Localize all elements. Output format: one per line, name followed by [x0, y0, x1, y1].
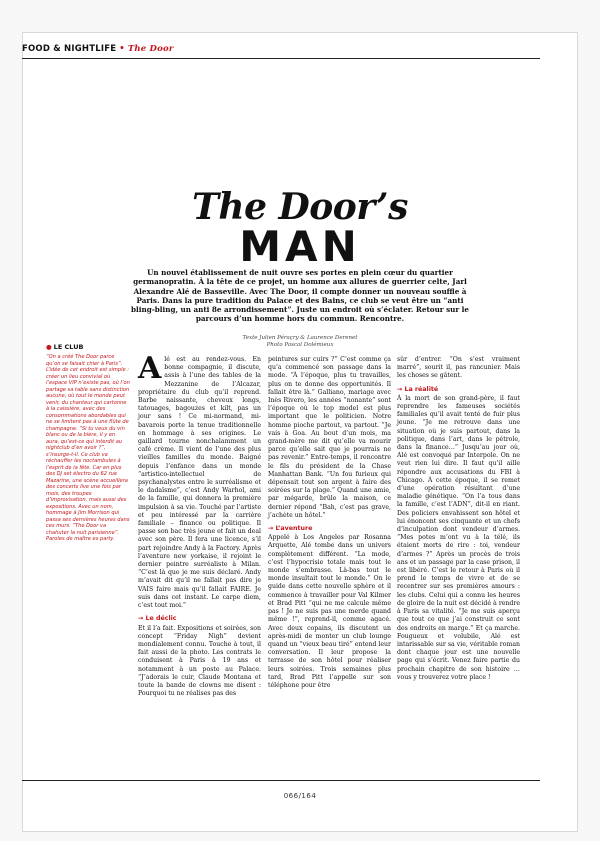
- article-column-2: [268, 356, 391, 690]
- subheading-declic: → Le déclic: [138, 615, 177, 623]
- footer-rule: [22, 780, 540, 781]
- page-number: 066/164: [283, 792, 317, 800]
- section-header: [22, 44, 174, 54]
- column-3-para-1: sûr d’entrer. “On s’est vraiment marré”, sourit il, pas rancunier. Mais les choses se gâtent.: [397, 356, 520, 380]
- header-separator: •: [119, 44, 125, 54]
- sidebar-heading: [46, 343, 130, 351]
- title-line-2: MAN: [239, 222, 361, 271]
- column-1-para-1: lé est au rendez-vous. En bonne compagnie, il discute, assis à l’une des tables de la Mezzanine de l’Alcazar, propriétaire du club qu’il reprend. Barbe naissante, cheveux longs, tatouages, bagouzes et kilt, pas un jour sans ! Ce mi-normand, mi-bavarois porte la tenue traditionnelle en hommage à ses origines. Le gaillard tourne nonchalamment un café crème. Il vient de l’une des plus vieilles familles du monde. Baigné depuis l’enfance dans un monde “artistico-intellectuel de psychanalystes entre le surréalisme et le dadaïsme”, c’est Andy Warhol, ami de la famille, qui donnera la première impulsion à sa vie. Touché par l’artiste et peu intéressé par la carrière familiale – finance ou politique. Il passe son bac très jeune et fait un deal avec son père. Il fera une licence, s’il part rejoindre Andy à la Factory. Après l’aventure new yorkaise, il rejoint le dernier peintre surréaliste à Milan. “C’est là que je me suis déclaré. Andy m’avait dit qu’il ne fallait pas dire je VAIS faire mais qu’il fallait FAIRE. Je suis dans cet instant. Le carpe diem, c’est tout moi.”: [138, 356, 261, 610]
- header-rule: [22, 58, 540, 59]
- text-credit: Texte Julien Péraçry & Laurence Derenet: [242, 335, 358, 341]
- article-column-1: [138, 351, 261, 698]
- section-tag: The Door: [127, 44, 174, 54]
- drop-cap: A: [138, 351, 162, 386]
- sidebar-body: “On a créé The Door parce qu’on se faisait chier à Paris”. L’idée de cet endroit est simple : créer un lieu convivial où l’espace VIP n’existe pas, où l’on partage sa table sans distinction aucune, où tout le monde peut venir, du chanteur qui cartonne à la caissière, avec des consommations abordables qui ne se limitent pas à une flûte de champagne. “Si tu veux du vin blanc ou de la bière, il y en aura, qu’est-ce qui interdit au nightclub d’en avoir ?”, s’insurge-t-il. Ce club va réchauffer les noctambules à l’esprit de la fête. Car en plus des DJ set électro du 62 rue Mazarine, une scène accueillera des concerts live une fois par mois, des troupes d’improvisation, mais aussi des expositions. Avec un nom, hommage à Jim Morrison qui passa ses dernières heures dans ces murs. “The Door va chahuter la nuit parisienne”. Paroles de maître es party.: [46, 354, 130, 542]
- section-label: FOOD & NIGHTLIFE: [22, 44, 117, 54]
- subheading-aventure: → L’aventure: [268, 525, 313, 533]
- title-line-1: The Door’s: [192, 186, 408, 228]
- article-column-3: [397, 356, 520, 682]
- column-2-para-2: Appelé à Los Angeles par Rosanna Arquette, Alé tombe dans un univers complètement différent. “La mode, c’est l’hypocrisie totale mais tout le monde s’embrasse. Là-bas tout le monde insultait tout le monde.” On le guide dans cette nouvelle sphère et il commence à travailler pour Val Kilmer et Brad Pitt “qui ne me calcule même pas ! Je ne suis pas une merde quand même !”, reprend-il, comme agacé. Avec deux copains, ils discutent un après-midi de monter un club lounge quand un “vieux beau tiré” entend leur conversation. Il leur propose la terrasse de son hôtel pour réaliser leurs soirées. Trois semaines plus tard, Brad Pitt l’appelle sur son téléphone pour être: [268, 534, 391, 689]
- column-3-para-2: À la mort de son grand-père, il faut reprendre les fameuses sociétés familiales qu’il avait tenté de fuir plus jeune. “Je me retrouve dans une situation où je suis partout, dans la politique, dans l’art, dans le pétrole, dans la finance…” Jusqu’au jour où, Alé est convoqué par Interpole. On ne veut rien lui dire. Il faut qu’il aille répondre aux accusations du FBI à Chicago. À cette époque, il se remet d’une opération résultant d’une maladie génétique. “On l’a tous dans la famille, c’est l’ADN”, dit-il en riant. Des policiers envahissent son hôtel et lui énoncent ses cinquante et un chefs d’inculpation dont vendeur d’armes. “Mes potes m’ont vu à la télé, ils étaient morts de rire : toi, vendeur d’armes ?” Après un procès de trois ans et un passage par la case prison, il est libéré. C’est le retour à Paris où il prend le temps de vivre et de se recentrer sur ses premières amours : les clubs. Celui qui a connu les heures de gloire de la nuit est décidé à rendre à Paris sa vitalité. “Je me suis aperçu que tout ce que j’ai construit ce sont des endroits en marge.” Et ça marche. Fougueux et volubile, Alé est intarissable sur sa vie, véritable roman dont chaque jour est une nouvelle page qui s’écrit. Venez faire partie du prochain chapitre de son histoire … vous y trouverez votre place !: [397, 394, 520, 681]
- column-1-para-2: Et il l’a fait. Expositions et soirées, son concept “Friday Nigh” devient mondialement connu. Touche à tout, il fait aussi de la photo. Les contrats le conduisent à Paris à 19 ans et notamment à un poste au Palace. “J’adorais le cuir, Claude Montana et toute la bande de clowns me disent : Pourquoi tu ne réalises pas des: [138, 624, 261, 698]
- photo-credit: Photo Pascal Dolémieux: [266, 342, 334, 348]
- bullet-icon: ●: [46, 343, 52, 351]
- sidebar-box: [46, 343, 130, 543]
- lede-paragraph: Un nouvel établissement de nuit ouvre ses portes en plein cœur du quartier germanopratin. À la tête de ce projet, un homme aux allures de guerrier celte, Jarl Alexandre Alé de Basseville. Avec The Door, il compte donner un nouveau souffle à Paris. Dans la pure tradition du Palace et des Bains, ce club se veut être un “anti bling-bling, un anti 8e arrondissement”. Juste un endroit où s’éclater. Retour sur le parcours d’un homme hors du commun. Rencontre.: [131, 268, 469, 324]
- subheading-realite: → La réalité: [397, 385, 439, 393]
- sidebar-heading-text: LE CLUB: [53, 343, 84, 351]
- column-2-para-1: peintures sur cuirs ?” C’est comme ça qu’a commencé son passage dans la mode. “À l’époque, plus tu travailles, plus on te donne des opportunités. Il fallait être là.” Galliano, mariage avec Inès Rivero, les années “nonante” sont l’époque où le top model est plus important que le politicien. Notre homme pioche partout, va partout. “Je vais à Goa. Au bout d’un mois, ma grand-mère me dit qu’elle va mourir parce qu’elle sait que je pourrais ne pas revenir.” Entre-temps, il rencontre le fils du président de la Chase Manhattan Bank. “Un fou furieux qui dépensait tout son argent à faire des soirées sur la plage.” Quand une amie, par mégarde, brûle la maison, ce dernier répond “Bah, c’est pas grave, j’achète un hôtel.”: [268, 356, 391, 519]
